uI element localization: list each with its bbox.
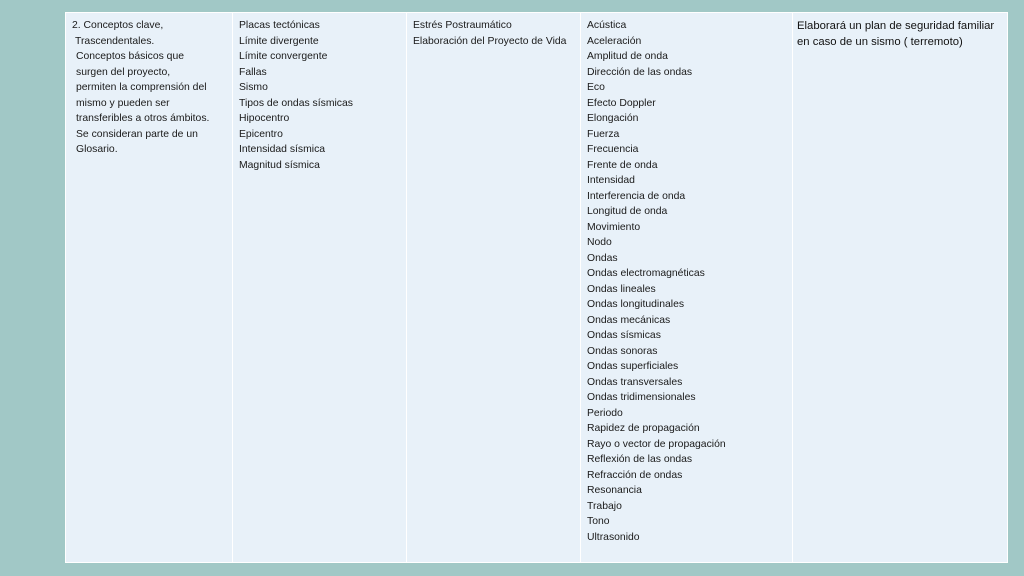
list-item: Reflexión de las ondas: [587, 454, 693, 465]
list-item: transferibles a otros ámbitos.: [76, 113, 210, 124]
list-item: Elaborará un plan de seguridad familiar: [797, 20, 995, 32]
tectonics-cell: [233, 13, 407, 563]
description-list: [72, 49, 229, 158]
plan-cell: [793, 13, 1008, 563]
list-item: mismo y pueden ser: [76, 97, 170, 109]
list-item: Elaboración del Proyecto de Vida: [413, 35, 567, 47]
cell-heading: 2. Conceptos clave,: [72, 20, 164, 31]
list-item: Movimiento: [587, 221, 641, 233]
list-item: Ondas electromagnéticas: [587, 268, 705, 279]
list-item: Se consideran parte de un: [76, 128, 198, 140]
list-item: Amplitud de onda: [587, 51, 668, 62]
list-item: Interferencia de onda: [587, 190, 686, 202]
list-item: Ondas longitudinales: [587, 299, 685, 310]
stress-cell: [407, 13, 581, 563]
list-item: Efecto Doppler: [587, 97, 656, 109]
list-item: permiten la comprensión del: [76, 82, 207, 93]
list-item: Ondas sísmicas: [587, 330, 661, 341]
key-concepts-cell: [66, 13, 233, 563]
list-item: Epicentro: [239, 128, 283, 140]
list-item: Fuerza: [587, 128, 620, 140]
list-item: Nodo: [587, 237, 612, 248]
list-item: Elongación: [587, 113, 639, 124]
cell-subheading: Trascendentales.: [75, 35, 155, 47]
list-item: Ondas transversales: [587, 376, 683, 388]
list-item: Ondas mecánicas: [587, 314, 671, 326]
list-item: Resonancia: [587, 485, 642, 496]
waves-list: [587, 18, 789, 545]
list-item: Ondas superficiales: [587, 361, 679, 372]
list-item: Rayo o vector de propagación: [587, 438, 726, 450]
list-item: Intensidad: [587, 175, 635, 186]
table-row: [66, 13, 1008, 563]
stress-list: [413, 18, 577, 49]
list-item: Intensidad sísmica: [239, 144, 326, 155]
list-item: Periodo: [587, 407, 623, 419]
list-item: Límite divergente: [239, 35, 319, 47]
waves-cell: [581, 13, 793, 563]
list-item: Dirección de las ondas: [587, 66, 693, 78]
list-item: Magnitud sísmica: [239, 159, 320, 171]
list-item: Estrés Postraumático: [413, 20, 512, 31]
list-item: Longitud de onda: [587, 206, 668, 217]
list-item: Conceptos básicos que: [76, 51, 185, 62]
list-item: Fallas: [239, 66, 267, 78]
list-item: Tipos de ondas sísmicas: [239, 97, 353, 109]
list-item: Eco: [587, 82, 605, 93]
concepts-table: [65, 12, 1008, 563]
list-item: Glosario.: [76, 144, 118, 155]
list-item: Límite convergente: [239, 51, 328, 62]
plan-text: [797, 18, 1004, 50]
tectonics-list: [239, 18, 403, 173]
list-item: Aceleración: [587, 35, 642, 47]
list-item: en caso de un sismo ( terremoto): [797, 36, 963, 48]
list-item: Acústica: [587, 20, 627, 31]
list-item: Ondas sonoras: [587, 345, 658, 357]
list-item: Ultrasonido: [587, 531, 640, 543]
list-item: Refracción de ondas: [587, 469, 683, 481]
list-item: Ondas lineales: [587, 283, 656, 295]
list-item: Ondas tridimensionales: [587, 392, 696, 403]
list-item: Trabajo: [587, 500, 622, 512]
list-item: Tono: [587, 516, 610, 527]
list-item: Placas tectónicas: [239, 20, 320, 31]
list-item: Rapidez de propagación: [587, 423, 700, 434]
list-item: Sismo: [239, 82, 268, 93]
list-item: Frente de onda: [587, 159, 658, 171]
list-item: surgen del proyecto,: [76, 66, 171, 78]
list-item: Frecuencia: [587, 144, 639, 155]
list-item: Ondas: [587, 252, 618, 264]
list-item: Hipocentro: [239, 113, 290, 124]
